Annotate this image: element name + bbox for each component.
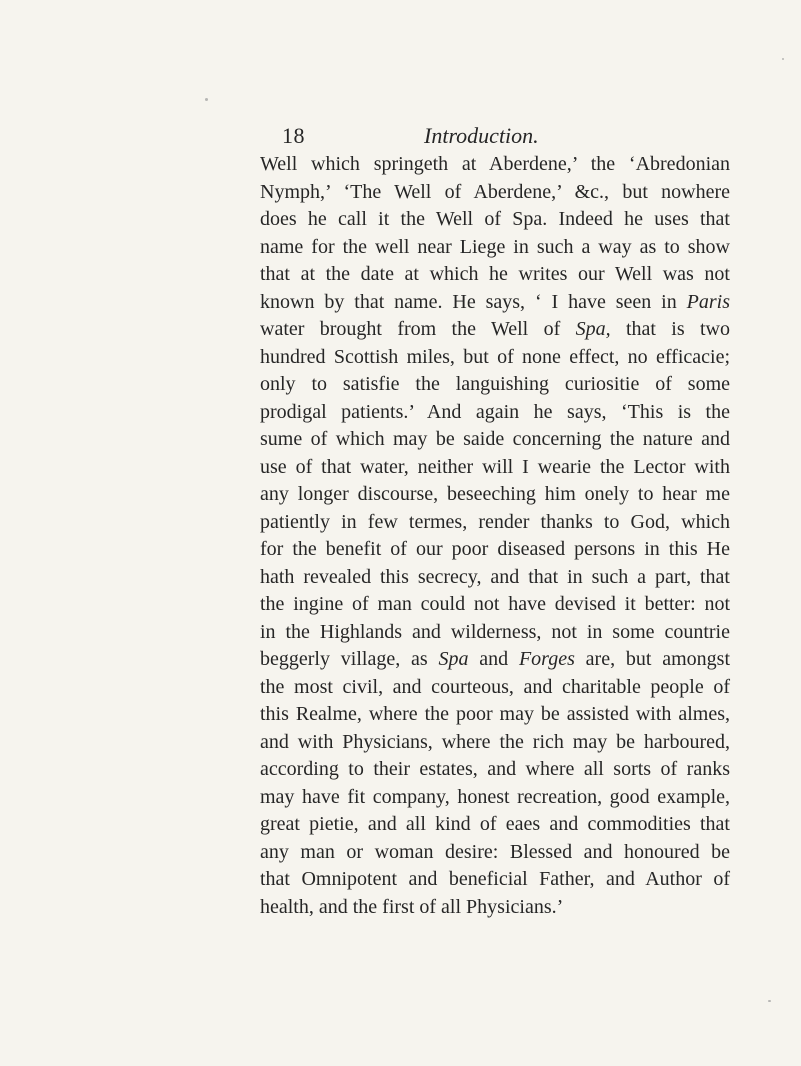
text-line [260, 591, 730, 619]
text-segment: water brought from the Well of [260, 318, 576, 340]
text-line [260, 289, 730, 317]
italic-text-segment: Paris [686, 290, 730, 313]
text-segment: hath revealed this secrecy, and that in such a part, that [260, 565, 730, 588]
text-segment: only to satisfie the languishing curiositie of some [260, 373, 730, 395]
text-line [260, 536, 730, 564]
text-segment: the ingine of man could not have devised it better: not [260, 593, 730, 615]
text-line [260, 839, 730, 867]
text-segment: sume of which may be saide concerning the nature and [260, 428, 730, 450]
text-line [260, 701, 730, 729]
text-segment: and [468, 648, 519, 670]
text-segment: may have fit company, honest recreation, good example, [260, 785, 730, 808]
text-line [260, 811, 730, 839]
text-segment: does he call it the Well of Spa. Indeed he uses that [260, 208, 730, 230]
text-segment: according to their estates, and where all sorts of ranks [260, 758, 730, 780]
text-line [260, 729, 730, 757]
text-segment: for the benefit of our poor diseased persons in this He [260, 538, 730, 560]
text-segment: use of that water, neither will I wearie the Lector with [260, 455, 730, 478]
page-number: 18 [282, 123, 305, 148]
text-line [260, 674, 730, 702]
text-line [260, 564, 730, 592]
text-line [260, 454, 730, 482]
text-segment: patiently in few termes, render thanks to God, which [260, 510, 730, 533]
text-line [260, 426, 730, 454]
text-line [260, 866, 730, 894]
paper-speck [782, 58, 784, 60]
text-segment: known by that name. He says, ‘ I have seen in [260, 290, 687, 313]
text-segment: this Realme, where the poor may be assisted with almes, [260, 703, 730, 725]
text-line [260, 894, 730, 922]
italic-text-segment: Spa, [575, 318, 611, 340]
italic-text-segment: Spa [438, 648, 469, 670]
text-line [260, 756, 730, 784]
text-line [260, 261, 730, 289]
text-segment: that is two [610, 318, 730, 340]
text-segment: beggerly village, as [260, 648, 439, 670]
text-line [260, 509, 730, 537]
italic-text-segment: Forges [518, 648, 575, 670]
text-segment: any longer discourse, beseeching him onely to hear me [260, 483, 730, 505]
paper-speck [205, 98, 208, 101]
text-segment: that Omnipotent and beneficial Father, and Author of [260, 868, 730, 890]
text-segment: name for the well near Liege in such a way as to show [260, 235, 730, 258]
text-line [260, 179, 730, 207]
text-segment: Well which springeth at Aberdene,’ the ‘Abredonian [260, 153, 730, 175]
paper-speck [768, 1000, 771, 1002]
text-line [260, 151, 730, 179]
text-line [260, 481, 730, 509]
text-segment: health, and the first of all Physicians.’ [260, 895, 564, 918]
text-line [260, 206, 730, 234]
text-segment: the most civil, and courteous, and charitable people of [260, 675, 730, 698]
body-text [260, 151, 730, 921]
text-segment: that at the date at which he writes our Well was not [260, 263, 730, 285]
running-title: Introduction. [424, 123, 539, 148]
text-segment: prodigal patients.’ And again he says, ‘This is the [260, 400, 730, 423]
text-line [260, 344, 730, 372]
text-line [260, 234, 730, 262]
text-segment: any man or woman desire: Blessed and honoured be [260, 840, 730, 863]
text-line [260, 371, 730, 399]
text-segment: great pietie, and all kind of eaes and commodities that [260, 813, 730, 835]
text-segment: hundred Scottish miles, but of none effect, no efficacie; [260, 345, 730, 368]
text-line [260, 646, 730, 674]
page-header [282, 122, 582, 150]
text-segment: Nymph,’ ‘The Well of Aberdene,’ &c., but nowhere [260, 180, 730, 203]
text-line [260, 316, 730, 344]
text-line [260, 784, 730, 812]
text-line [260, 399, 730, 427]
text-segment: are, but amongst [574, 648, 730, 670]
text-segment: and with Physicians, where the rich may be harboured, [260, 730, 730, 753]
text-line [260, 619, 730, 647]
text-segment: in the Highlands and wilderness, not in some countrie [260, 620, 730, 643]
